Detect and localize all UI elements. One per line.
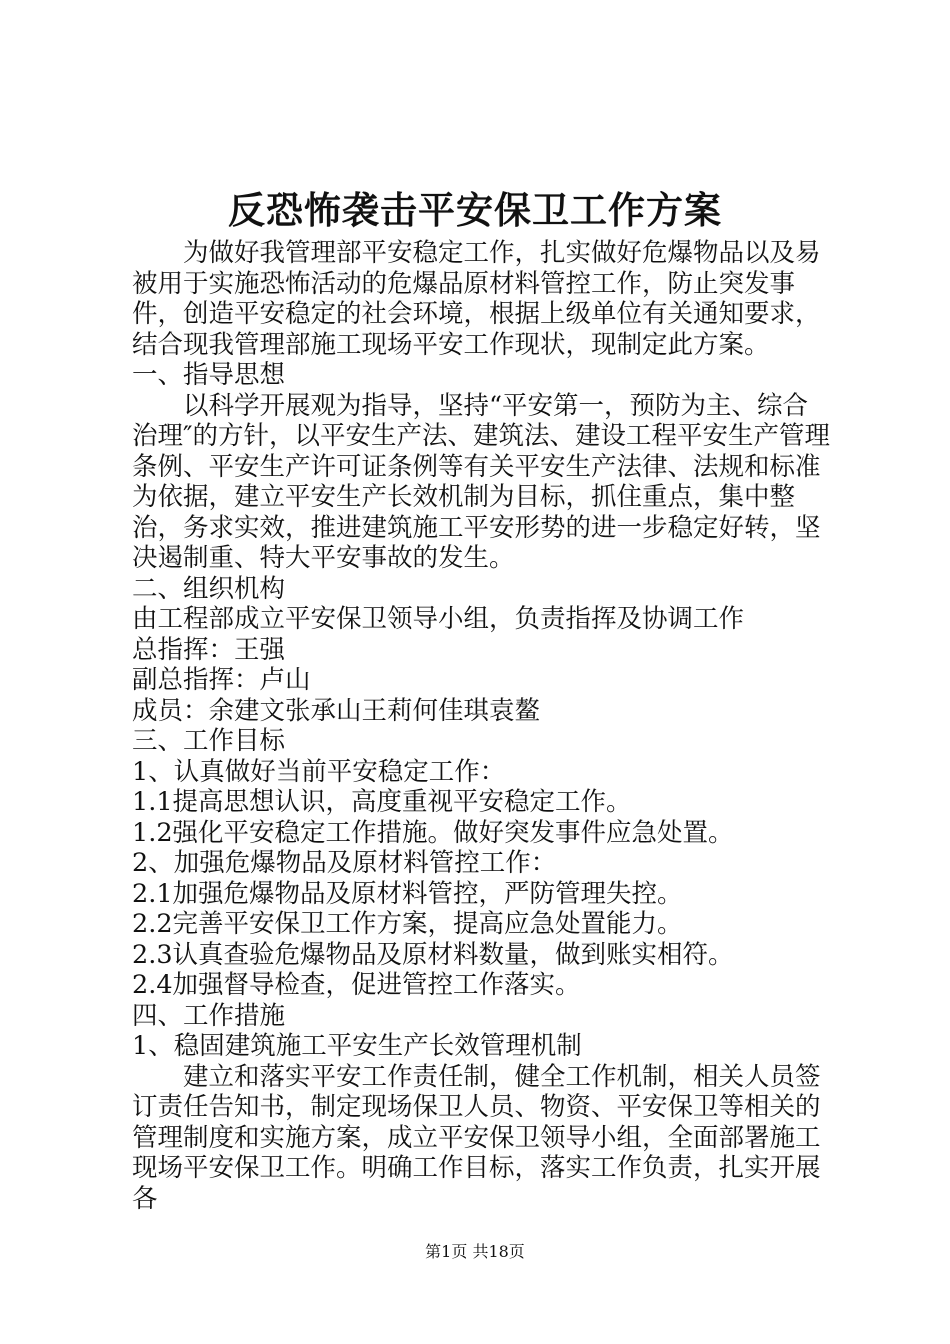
section-heading-work-goals: 三、工作目标 <box>132 726 286 756</box>
page-number-footer: 第1页 共18页 <box>425 1242 525 1261</box>
section-heading-guiding-thought: 一、指导思想 <box>132 360 286 390</box>
document-title: 反恐怖袭击平安保卫工作方案 <box>228 188 722 232</box>
organization-line: 由工程部成立平安保卫领导小组，负责指挥及协调工作 <box>132 604 745 634</box>
work-measure-subheading: 1、稳固建筑施工平安生产长效管理机制 <box>132 1031 582 1061</box>
work-goal-item: 2.1加强危爆物品及原材料管控，严防管理失控。 <box>132 878 683 909</box>
intro-paragraph: 为做好我管理部平安稳定工作，扎实做好危爆物品以及易被用于实施恐怖活动的危爆品原材料管控工作，防止突发事件，创造平安稳定的社会环境，根据上级单位有关通知要求，结合现我管理部施工现场平安工作现状，现制定此方案。 <box>132 238 821 360</box>
work-goal-item: 2、加强危爆物品及原材料管控工作： <box>132 848 557 878</box>
section-heading-work-measures: 四、工作措施 <box>132 1000 286 1031</box>
work-goal-item: 1.2强化平安稳定工作措施。做好突发事件应急处置。 <box>132 817 734 848</box>
document-body <box>132 238 832 1214</box>
organization-line: 副总指挥：卢山 <box>132 665 311 695</box>
organization-line: 总指挥：王强 <box>132 634 286 665</box>
work-measure-paragraph: 建立和落实平安工作责任制，健全工作机制，相关人员签订责任告知书，制定现场保卫人员、物资、平安保卫等相关的管理制度和实施方案，成立平安保卫领导小组，全面部署施工现场平安保卫工作。明确工作目标，落实工作负责，扎实开展各 <box>132 1061 821 1214</box>
work-goal-item: 2.2完善平安保卫工作方案，提高应急处置能力。 <box>132 909 683 939</box>
organization-line: 成员：余建文张承山王莉何佳琪袁鳌 <box>132 695 541 726</box>
work-goal-item: 2.4加强督导检查，促进管控工作落实。 <box>132 970 581 1000</box>
work-goal-item: 2.3认真查验危爆物品及原材料数量，做到账实相符。 <box>132 939 734 970</box>
work-goal-item: 1.1提高思想认识，高度重视平安稳定工作。 <box>132 787 632 817</box>
guiding-thought-paragraph: 以科学开展观为指导，坚持“平安第一，预防为主、综合治理″的方针，以平安生产法、建筑法、建设工程平安生产管理条例、平安生产许可证条例等有关平安生产法律、法规和标准为依据，建立平安生产长效机制为目标，抓住重点，集中整治，务求实效，推进建筑施工平安形势的进一步稳定好转，坚决遏制重、特大平安事故的发生。 <box>132 390 831 573</box>
section-heading-organization: 二、组织机构 <box>132 573 286 604</box>
work-goal-item: 1、认真做好当前平安稳定工作： <box>132 756 506 787</box>
